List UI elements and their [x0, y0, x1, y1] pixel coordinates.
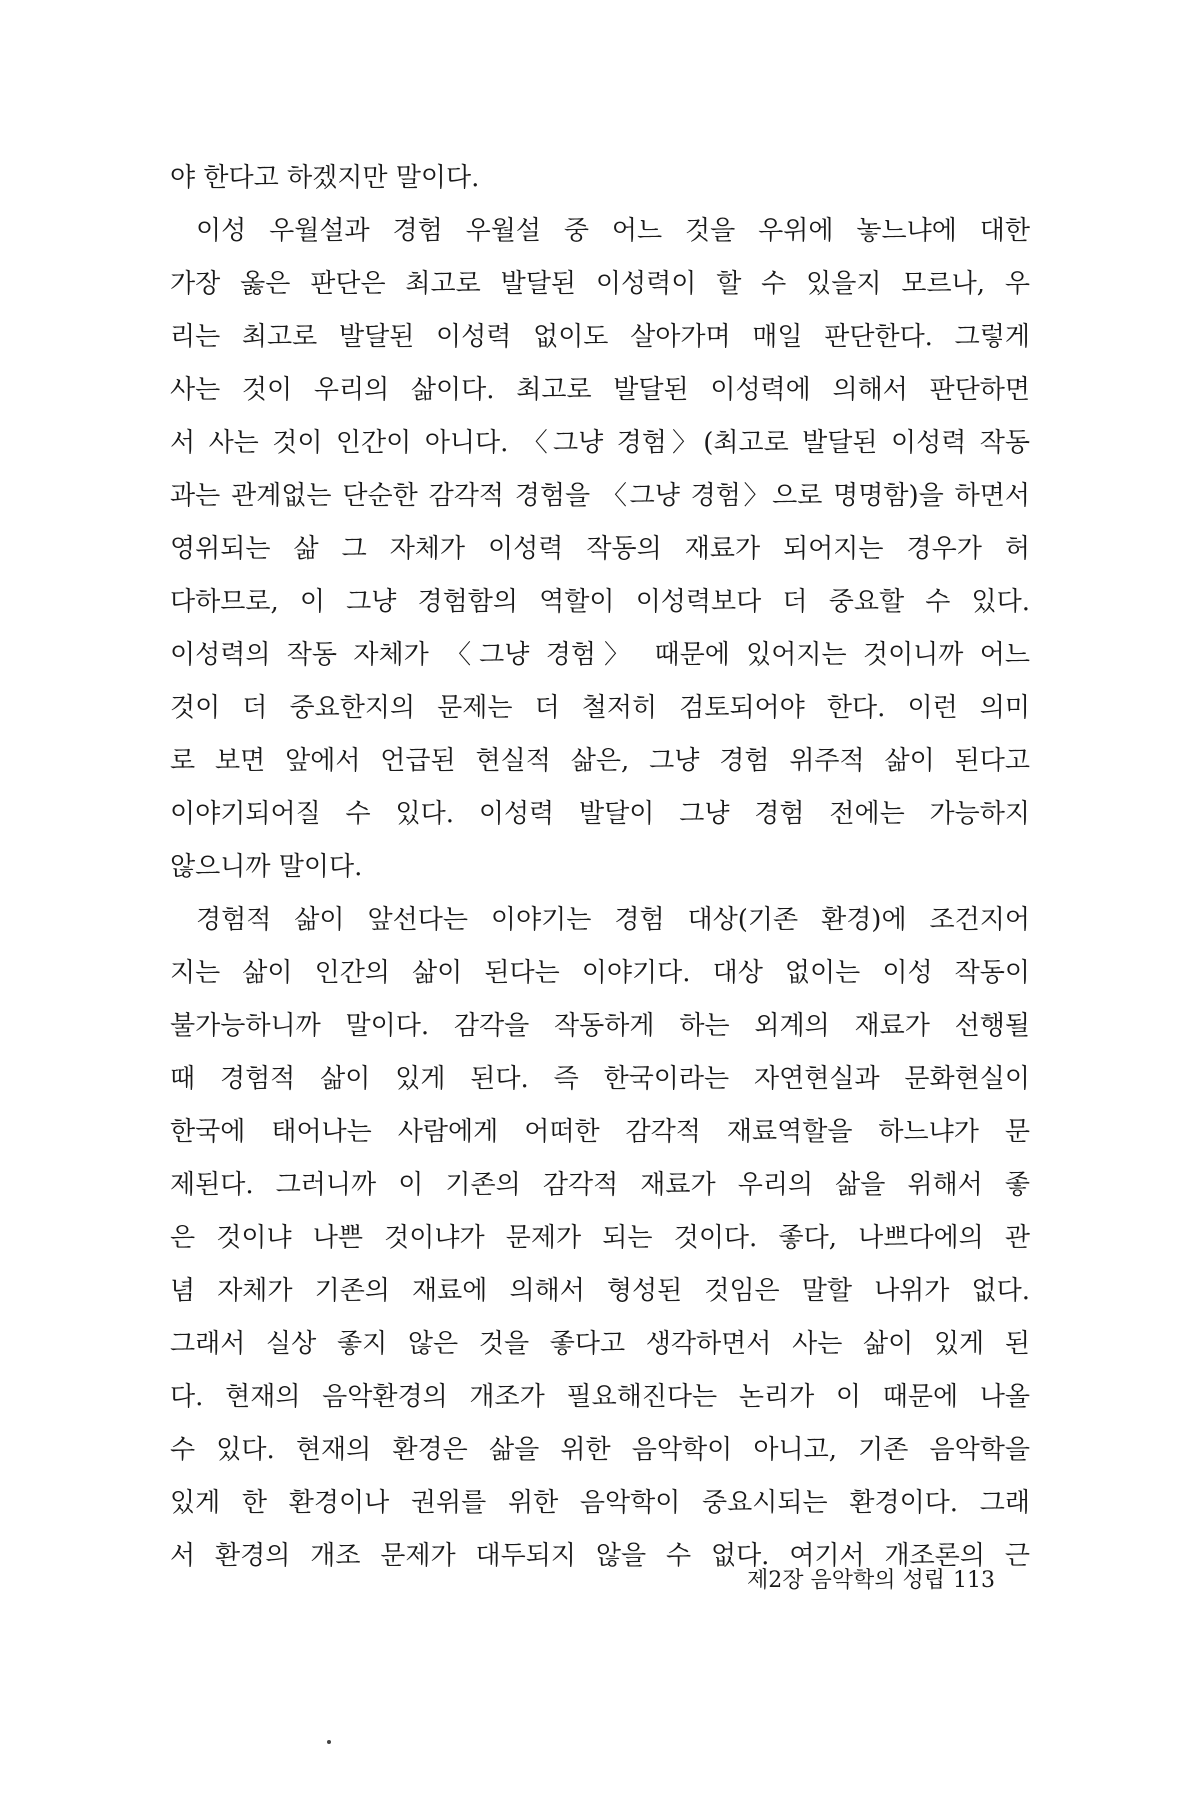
text-line: 지는 삶이 인간의 삶이 된다는 이야기다. 대상 없이는 이성 작동이 [170, 958, 1030, 988]
text-line: 그래서 실상 좋지 않은 것을 좋다고 생각하면서 사는 삶이 있게 된 [170, 1329, 1030, 1359]
text-line: 가장 옳은 판단은 최고로 발달된 이성력이 할 수 있을지 모르나, 우 [170, 269, 1030, 299]
text-line: 다. 현재의 음악환경의 개조가 필요해진다는 논리가 이 때문에 나올 [170, 1382, 1030, 1412]
text-line: 야 한다고 하겠지만 말이다. [170, 163, 480, 193]
text-line: 수 있다. 현재의 환경은 삶을 위한 음악학이 아니고, 기존 음악학을 [170, 1435, 1030, 1465]
text-line: 않으니까 말이다. [170, 852, 363, 882]
text-line: 때 경험적 삶이 있게 된다. 즉 한국이라는 자연현실과 문화현실이 [170, 1064, 1030, 1094]
text-line: 이성력의 작동 자체가 〈그냥 경험〉 때문에 있어지는 것이니까 어느 [170, 640, 1030, 670]
body-text [170, 152, 1030, 1583]
text-line: 은 것이냐 나쁜 것이냐가 문제가 되는 것이다. 좋다, 나쁘다에의 관 [170, 1223, 1030, 1253]
page-number: 113 [953, 1568, 995, 1593]
chapter-title: 제2장 음악학의 성립 [747, 1568, 945, 1593]
text-line: 한국에 태어나는 사람에게 어떠한 감각적 재료역할을 하느냐가 문 [170, 1117, 1030, 1147]
text-line: 영위되는 삶 그 자체가 이성력 작동의 재료가 되어지는 경우가 허 [170, 534, 1030, 564]
text-line: 리는 최고로 발달된 이성력 없이도 살아가며 매일 판단한다. 그렇게 [170, 322, 1030, 352]
text-line: 있게 한 환경이나 권위를 위한 음악학이 중요시되는 환경이다. 그래 [170, 1488, 1030, 1518]
text-line: 이야기되어질 수 있다. 이성력 발달이 그냥 경험 전에는 가능하지 [170, 799, 1030, 829]
page-footer [739, 1566, 995, 1596]
text-line: 로 보면 앞에서 언급된 현실적 삶은, 그냥 경험 위주적 삶이 된다고 [170, 746, 1030, 776]
text-line: 경험적 삶이 앞선다는 이야기는 경험 대상(기존 환경)에 조건지어 [196, 905, 1030, 935]
text-line: 사는 것이 우리의 삶이다. 최고로 발달된 이성력에 의해서 판단하면 [170, 375, 1030, 405]
text-line: 과는 관계없는 단순한 감각적 경험을 〈그냥 경험〉으로 명명함)을 하면서 [170, 481, 1030, 511]
text-line: 제된다. 그러니까 이 기존의 감각적 재료가 우리의 삶을 위해서 좋 [170, 1170, 1030, 1200]
text-line: 다하므로, 이 그냥 경험함의 역할이 이성력보다 더 중요할 수 있다. [170, 587, 1030, 617]
text-line: 불가능하니까 말이다. 감각을 작동하게 하는 외계의 재료가 선행될 [170, 1011, 1030, 1041]
text-line: 념 자체가 기존의 재료에 의해서 형성된 것임은 말할 나위가 없다. [170, 1276, 1030, 1306]
text-line: 이성 우월설과 경험 우월설 중 어느 것을 우위에 놓느냐에 대한 [196, 216, 1030, 246]
text-line: 서 환경의 개조 문제가 대두되지 않을 수 없다. 여기서 개조론의 근 [170, 1541, 1030, 1571]
text-line: 것이 더 중요한지의 문제는 더 철저히 검토되어야 한다. 이런 의미 [170, 693, 1030, 723]
print-speck [327, 1740, 331, 1744]
text-line: 서 사는 것이 인간이 아니다. 〈그냥 경험〉(최고로 발달된 이성력 작동 [170, 428, 1030, 458]
